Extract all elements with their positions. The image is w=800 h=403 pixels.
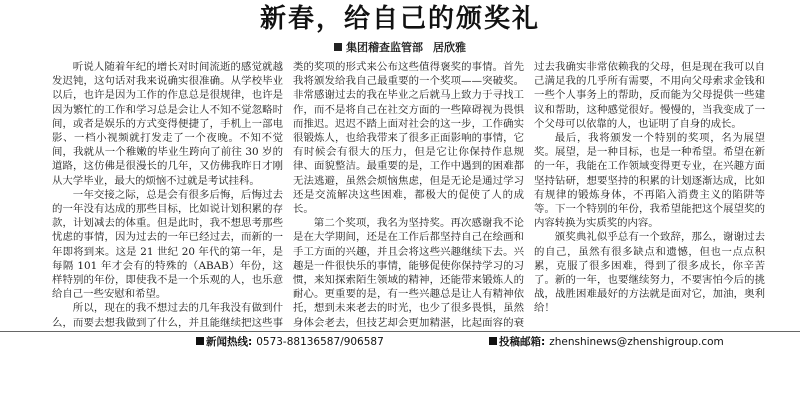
paragraph: 最后，我将颁发一个特别的奖项，名为展望奖。展望，是一种目标，也是一种希望。希望在新的一年，我能在工作领域变得更专业，在兴趣方面坚持钻研，想要坚持的积累的计划逐渐达成，比如有规律的锻炼身体，不再陷入消费主义的陷阱等等。下一个特别的年份，我希望能把这个展望奖的内容转换为实质奖的内容。 — [534, 132, 765, 230]
paragraph: 一年交接之际，总是会有很多后悔，后悔过去的一年没有达成的那些目标，比如说计划积累的存款，计划减去的体重。但是此时，我不想思考那些忧虑的事情，因为过去的一年已经过去，而新的一年即将到来。这是 21 世纪 20 年代的第一年，是每隔 101 年才会有的特殊的（ABAB）年份，这样特别的年份，即使我不是一个乐观的人，也乐意给自己一些安慰和希望。 — [52, 188, 283, 301]
paragraph: 听说人随着年纪的增长对时间流逝的感觉就越发迟钝，这句话对我来说确实很准确。从学校毕业以后，也许是因为工作的作息总是很规律，也许是因为繁忙的工作和学习总是会让人不知不觉忽略时间，或者是娱乐的方式变得便捷了，手机上一部电影、一档小视频就打发走了一个夜晚。不知不觉间，我就从一个稚嫩的毕业生跨向了前往 30 岁的道路，这仿佛是很漫长的几年，又仿佛我昨日才刚从大学毕业，最大的烦恼不过就是考试挂科。 — [52, 61, 283, 187]
news-hotline — [196, 332, 384, 352]
hotline-number: 0573-88136587/906587 — [256, 336, 384, 348]
footer-bar — [0, 332, 800, 352]
byline-author: 居欣雅 — [433, 41, 466, 54]
byline-square-icon — [334, 43, 342, 51]
article-column-3 — [534, 60, 765, 328]
paragraph: 第二个奖项，我名为坚持奖。再次感谢我不论是在大学期间，还是在工作后都坚持自己在绘画和手工方面的兴趣，并且会将这些兴趣继续下去。兴趣是一件很快乐的事情，能够促使你保持学习的习惯，来知探索陌生领域的精神，还能带来锻炼人的耐心。更重要的是，有一些兴趣总是让人有精神依托，想到未来老去的时光，也少了很多畏惧，虽然身体会老去，但技艺却会更加精湛，比起面容的衰 — [293, 217, 524, 328]
article-column-1 — [52, 60, 283, 328]
byline — [0, 40, 800, 56]
paragraph: 类的奖项的形式来公布这些值得褒奖的事情。首先我将颁发给我自己最重要的一个奖项——突破奖。非常感谢过去的我在毕业之后就马上致力于寻找工作，而不是将自己在社交方面的一些障碍视为畏惧而推迟。迟迟不踏上面对社会的这一步，工作确实很锻炼人，也给我带来了很多正面影响的事情，它有时候会有很大的压力，但是它让你保持作息规律、面貌整洁。最重要的是，工作中遇到的困难都无法逃避，虽然会烦恼焦虑，但是无论是通过学习还是交流解决这些困难，都极大的促使了人的成长。 — [293, 61, 524, 216]
mail-label: 投稿邮箱: — [499, 336, 546, 348]
paragraph: 所以，现在的我不想过去的几年我没有做到什么，而要去想我做到了什么，并且能继续把这些事 — [52, 302, 283, 328]
byline-unit: 集团稽查监管部 — [346, 41, 423, 54]
mail-square-icon — [489, 337, 497, 345]
mail-address[interactable]: zhenshinews@zhenshigroup.com — [549, 336, 724, 348]
hotline-label: 新闻热线: — [206, 336, 253, 348]
paragraph: 过去我确实非常依赖我的父母，但是现在我可以自己满足我的几乎所有需要，不用向父母索求金钱和一些个人事务上的帮助，反而能为父母提供一些建议和帮助，这种感觉很好。慢慢的，当我变成了一个父母可以依靠的人，也证明了自身的成长。 — [534, 61, 765, 130]
submission-email — [489, 332, 724, 352]
article-body — [52, 60, 765, 328]
article-title: 新春，给自己的颁奖礼 — [259, 4, 540, 34]
paragraph: 颁奖典礼似乎总有一个致辞，那么，谢谢过去的自己，虽然有很多缺点和遗憾，但也一点点积累，克服了很多困难，得到了很多成长，你辛苦了。新的一年，也要继续努力，不要害怕今后的挑战，战胜困难最好的方法就是面对它，加油，奥利给！ — [534, 231, 765, 315]
hotline-square-icon — [196, 337, 204, 345]
article-column-2 — [293, 60, 524, 328]
